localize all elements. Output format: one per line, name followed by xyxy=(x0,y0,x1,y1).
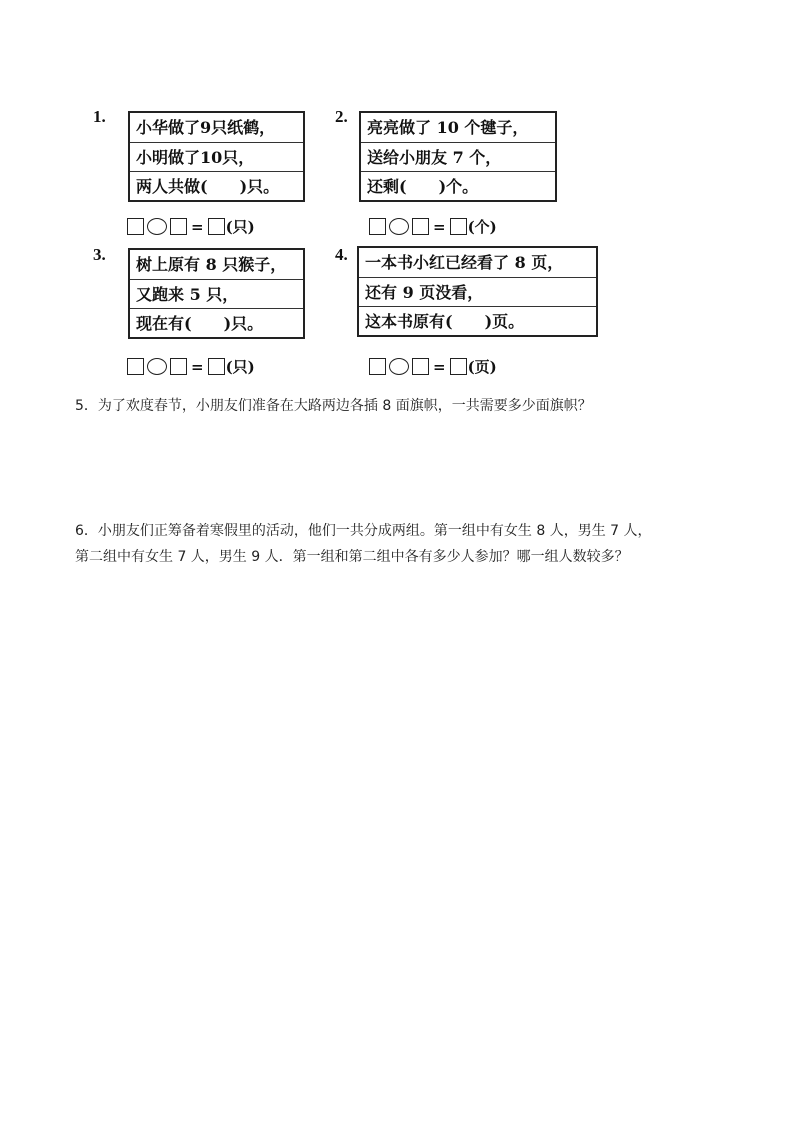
word-problem-box xyxy=(359,111,557,202)
word-problem-box xyxy=(128,248,305,339)
unit-label: (个) xyxy=(467,218,497,236)
answer-square[interactable] xyxy=(170,358,187,375)
result-square[interactable] xyxy=(450,358,467,375)
question-5 xyxy=(75,393,735,419)
answer-square[interactable] xyxy=(170,218,187,235)
problem-number: 3. xyxy=(93,245,106,264)
operator-circle[interactable] xyxy=(147,358,167,375)
problem-line: 还有 9 页没看， xyxy=(359,277,596,306)
answer-square[interactable] xyxy=(369,358,386,375)
equation-template xyxy=(369,356,497,377)
problem-line: 小华做了9只纸鹤， xyxy=(136,118,276,137)
problem-line: 一本书小红已经看了 8 页， xyxy=(365,253,564,272)
unit-label: (只) xyxy=(225,358,255,376)
problem-number: 4. xyxy=(335,245,348,264)
question-line: 5．为了欢度春节，小朋友们准备在大路两边各插 8 面旗帜，一共需要多少面旗帜？ xyxy=(75,398,592,414)
problem-line: 这本书原有( )页。 xyxy=(359,306,596,335)
answer-square[interactable] xyxy=(369,218,386,235)
problem-line: 亮亮做了 10 个毽子， xyxy=(367,118,529,137)
unit-label: (页) xyxy=(467,358,497,376)
answer-square[interactable] xyxy=(127,358,144,375)
problem-line: 送给小朋友 7 个， xyxy=(361,142,555,171)
problem-line: 两人共做( )只。 xyxy=(130,171,303,200)
operator-circle[interactable] xyxy=(389,358,409,375)
problem-line: 现在有( )只。 xyxy=(130,308,303,337)
problem-line: 树上原有 8 只猴子， xyxy=(136,255,287,274)
unit-label: (只) xyxy=(225,218,255,236)
equation-template xyxy=(369,216,497,237)
problem-number: 2. xyxy=(335,107,348,126)
equals-sign: = xyxy=(191,357,204,376)
result-square[interactable] xyxy=(208,218,225,235)
equals-sign: = xyxy=(433,217,446,236)
problem-number: 1. xyxy=(93,107,106,126)
question-line: 6．小朋友们正筹备着寒假里的活动，他们一共分成两组。第一组中有女生 8 人，男生 7 人， xyxy=(75,523,652,539)
word-problem-box xyxy=(128,111,305,202)
operator-circle[interactable] xyxy=(389,218,409,235)
answer-square[interactable] xyxy=(412,358,429,375)
equation-template xyxy=(127,356,255,377)
word-problem-box xyxy=(357,246,598,337)
equation-template xyxy=(127,216,255,237)
problem-line: 又跑来 5 只， xyxy=(130,279,303,308)
problem-line: 还剩( )个。 xyxy=(361,171,555,200)
result-square[interactable] xyxy=(208,358,225,375)
answer-square[interactable] xyxy=(127,218,144,235)
equals-sign: = xyxy=(433,357,446,376)
result-square[interactable] xyxy=(450,218,467,235)
question-line: 第二组中有女生 7 人，男生 9 人．第一组和第二组中各有多少人参加？哪一组人数较多？ xyxy=(75,549,629,565)
answer-square[interactable] xyxy=(412,218,429,235)
operator-circle[interactable] xyxy=(147,218,167,235)
equals-sign: = xyxy=(191,217,204,236)
problem-line: 小明做了10只， xyxy=(130,142,303,171)
question-6 xyxy=(75,518,735,570)
